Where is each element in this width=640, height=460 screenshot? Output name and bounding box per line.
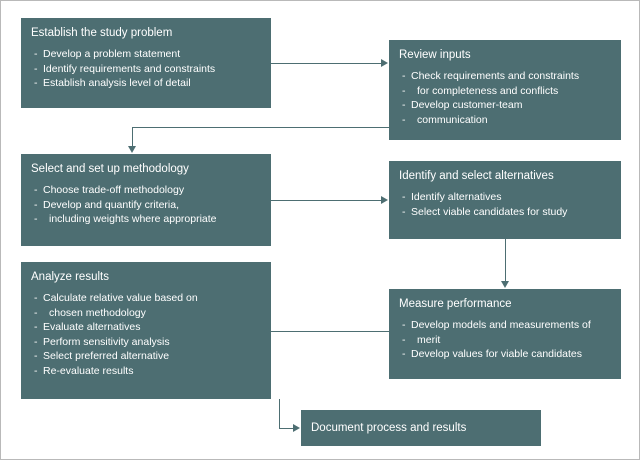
list-item: - Re-evaluate results [31,365,261,379]
list-item: - Evaluate alternatives [31,321,261,335]
node-title: Review inputs [399,49,471,61]
arrowhead-analyze-to-document [293,424,300,432]
node-review-inputs[interactable] [389,40,621,140]
node-title: Document process and results [311,422,467,434]
node-measure-performance[interactable] [389,289,621,379]
connector-measure-to-analyze [271,331,389,332]
node-identify-and-select-alternatives[interactable] [389,161,621,239]
list-item-continuation: - merit [399,334,611,348]
list-item: - Identify alternatives [399,191,611,205]
node-title: Select and set up methodology [31,163,189,175]
connector-analyze-to-document-v [279,399,280,428]
arrowhead-establish-to-review [381,59,388,67]
node-select-and-set-up-methodology[interactable] [21,154,271,246]
node-title: Analyze results [31,271,109,283]
node-title: Identify and select alternatives [399,170,554,182]
list-item: - Check requirements and constraints [399,70,611,84]
connector-establish-to-review [271,63,381,64]
connector-analyze-to-document-h [279,428,293,429]
node-item-list [399,70,611,127]
node-document-process-and-results[interactable] [301,410,541,446]
node-analyze-results[interactable] [21,262,271,399]
node-item-list [31,184,261,227]
list-item: - Select viable candidates for study [399,206,611,220]
list-item: - Develop customer-team [399,99,611,113]
arrowhead-methodology-to-alternatives [381,196,388,204]
list-item: - Perform sensitivity analysis [31,336,261,350]
list-item: - Choose trade-off methodology [31,184,261,198]
node-item-list [399,319,611,362]
list-item: - Select preferred alternative [31,350,261,364]
list-item: - Establish analysis level of detail [31,77,261,91]
connector-review-to-methodology-h [132,127,389,128]
arrowhead-alternatives-to-measure [501,281,509,288]
node-item-list [31,292,261,378]
list-item: - Develop models and measurements of [399,319,611,333]
list-item: - Develop and quantify criteria, [31,199,261,213]
list-item: - Develop values for viable candidates [399,348,611,362]
list-item-continuation: - chosen methodology [31,307,261,321]
node-title: Establish the study problem [31,27,173,39]
arrowhead-review-to-methodology [128,146,136,153]
connector-review-to-methodology-v2 [132,127,133,146]
node-item-list [31,48,261,91]
node-title: Measure performance [399,298,512,310]
connector-methodology-to-alternatives [271,200,381,201]
arrowhead-measure-to-analyze [264,327,271,335]
list-item: - Develop a problem statement [31,48,261,62]
list-item-continuation: - for completeness and conflicts [399,85,611,99]
node-item-list [399,191,611,219]
node-establish-the-study-problem[interactable] [21,18,271,108]
list-item-continuation: - communication [399,114,611,128]
list-item-continuation: - including weights where appropriate [31,213,261,227]
list-item: - Calculate relative value based on [31,292,261,306]
connector-alternatives-to-measure [505,239,506,281]
list-item: - Identify requirements and constraints [31,63,261,77]
